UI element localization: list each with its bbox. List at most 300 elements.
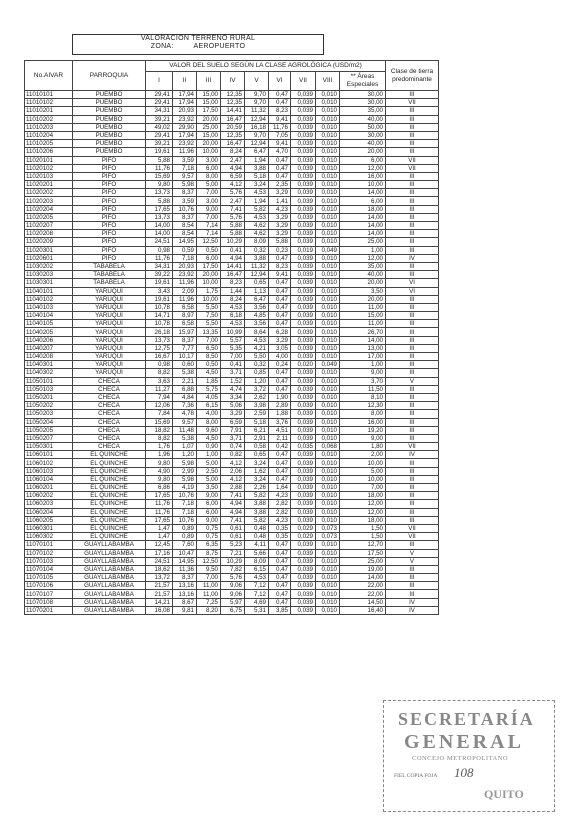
- value-cell: 3,72: [245, 385, 269, 393]
- parroquia-cell: PIFO: [73, 205, 146, 213]
- value-cell: 3,71: [221, 369, 245, 377]
- clase-cell: III: [386, 353, 439, 361]
- value-cell: 7,00: [221, 353, 245, 361]
- value-cell: 2,50: [197, 467, 221, 475]
- value-cell: 1,80: [340, 443, 386, 451]
- stamp-foja-number: 108: [454, 765, 474, 780]
- value-cell: 11,00: [197, 590, 221, 598]
- value-cell: 3,59: [173, 197, 197, 205]
- table-row: [25, 295, 439, 303]
- value-cell: 24,51: [146, 557, 173, 565]
- value-cell: 0,039: [291, 369, 316, 377]
- aivar-cell: 11050203: [25, 410, 73, 418]
- value-cell: 0,039: [291, 148, 316, 156]
- parroquia-cell: CHECA: [73, 418, 146, 426]
- value-cell: 5,38: [173, 369, 197, 377]
- aivar-cell: 11040101: [25, 287, 73, 295]
- value-cell: 0,47: [269, 557, 291, 565]
- clase-cell: VII: [386, 524, 439, 532]
- value-cell: 0,010: [316, 598, 340, 606]
- value-cell: 5,38: [173, 434, 197, 442]
- value-cell: 0,010: [316, 328, 340, 336]
- value-cell: 11,32: [245, 107, 269, 115]
- value-cell: 1,50: [340, 533, 386, 541]
- value-cell: 30,00: [340, 91, 386, 99]
- value-cell: 0,029: [291, 533, 316, 541]
- value-cell: 0,039: [291, 418, 316, 426]
- value-cell: 19,61: [146, 148, 173, 156]
- value-cell: 1,20: [245, 377, 269, 385]
- value-cell: 8,20: [197, 606, 221, 614]
- value-cell: 0,039: [291, 549, 316, 557]
- aivar-cell: 11010206: [25, 148, 73, 156]
- parroquia-cell: PUEMBO: [73, 140, 146, 148]
- parroquia-cell: GUAYLLABAMBA: [73, 565, 146, 573]
- parroquia-cell: CHECA: [73, 410, 146, 418]
- value-cell: 35,00: [340, 262, 386, 270]
- parroquia-cell: GUAYLLABAMBA: [73, 582, 146, 590]
- value-cell: 0,039: [291, 181, 316, 189]
- value-cell: 0,010: [316, 254, 340, 262]
- aivar-cell: 11010205: [25, 140, 73, 148]
- value-cell: 6,75: [221, 606, 245, 614]
- aivar-cell: 11070103: [25, 557, 73, 565]
- aivar-cell: 11060205: [25, 516, 73, 524]
- zone-value: AEROPUERTO: [193, 43, 246, 50]
- value-cell: 3,00: [197, 156, 221, 164]
- value-cell: 2,09: [173, 287, 197, 295]
- parroquia-cell: EL QUINCHE: [73, 500, 146, 508]
- value-cell: 2,00: [340, 451, 386, 459]
- value-cell: 0,75: [197, 524, 221, 532]
- value-cell: 4,23: [269, 492, 291, 500]
- value-cell: 5,00: [340, 467, 386, 475]
- value-cell: 5,00: [197, 181, 221, 189]
- value-cell: 8,23: [221, 279, 245, 287]
- value-cell: 7,82: [221, 565, 245, 573]
- table-row: [25, 402, 439, 410]
- value-cell: 6,00: [197, 500, 221, 508]
- value-cell: 0,010: [316, 238, 340, 246]
- value-cell: 6,58: [173, 303, 197, 311]
- value-cell: 34,31: [146, 262, 173, 270]
- parroquia-cell: EL QUINCHE: [73, 533, 146, 541]
- document-title: VALORACION TERRENO RURAL: [140, 35, 256, 42]
- parroquia-cell: CHECA: [73, 426, 146, 434]
- value-cell: 12,00: [340, 500, 386, 508]
- value-cell: 4,11: [245, 541, 269, 549]
- aivar-cell: 11060302: [25, 533, 73, 541]
- value-cell: 0,47: [269, 451, 291, 459]
- value-cell: 26,18: [146, 328, 173, 336]
- parroquia-cell: PUEMBO: [73, 107, 146, 115]
- value-cell: 8,82: [146, 369, 173, 377]
- parroquia-cell: PIFO: [73, 189, 146, 197]
- table-row: [25, 197, 439, 205]
- value-cell: 13,35: [197, 328, 221, 336]
- value-cell: 17,00: [340, 353, 386, 361]
- parroquia-cell: GUAYLLABAMBA: [73, 606, 146, 614]
- value-cell: 35,00: [340, 107, 386, 115]
- value-cell: 0,50: [197, 246, 221, 254]
- value-cell: 19,20: [340, 426, 386, 434]
- value-cell: 0,039: [291, 156, 316, 164]
- value-cell: 3,76: [269, 418, 291, 426]
- table-row: [25, 541, 439, 549]
- value-cell: 1,00: [340, 246, 386, 254]
- value-cell: 1,00: [197, 451, 221, 459]
- table-row: [25, 475, 439, 483]
- value-cell: 0,010: [316, 279, 340, 287]
- value-cell: 4,21: [245, 344, 269, 352]
- value-cell: 29,41: [146, 99, 173, 107]
- value-cell: 0,65: [245, 279, 269, 287]
- parroquia-cell: YARUQUI: [73, 369, 146, 377]
- table-row: [25, 303, 439, 311]
- aivar-cell: 11030203: [25, 271, 73, 279]
- parroquia-cell: EL QUINCHE: [73, 451, 146, 459]
- clase-cell: III: [386, 426, 439, 434]
- value-cell: 14,95: [173, 557, 197, 565]
- parroquia-cell: EL QUINCHE: [73, 508, 146, 516]
- value-cell: 11,76: [146, 164, 173, 172]
- value-cell: 0,010: [316, 557, 340, 565]
- table-row: [25, 459, 439, 467]
- value-cell: 0,47: [269, 156, 291, 164]
- value-cell: 0,039: [291, 410, 316, 418]
- value-cell: 0,039: [291, 312, 316, 320]
- value-cell: 4,51: [269, 426, 291, 434]
- value-cell: 7,12: [245, 590, 269, 598]
- zone-line: [73, 43, 323, 51]
- value-cell: 10,76: [173, 516, 197, 524]
- aivar-cell: 11070107: [25, 590, 73, 598]
- value-cell: 0,010: [316, 320, 340, 328]
- value-cell: 7,41: [221, 205, 245, 213]
- value-cell: 17,65: [146, 205, 173, 213]
- value-cell: 4,53: [221, 320, 245, 328]
- value-cell: 0,010: [316, 541, 340, 549]
- table-row: [25, 262, 439, 270]
- value-cell: 0,010: [316, 336, 340, 344]
- table-row: [25, 328, 439, 336]
- value-cell: 1,13: [245, 287, 269, 295]
- value-cell: 6,59: [221, 418, 245, 426]
- value-cell: 13,73: [146, 336, 173, 344]
- value-cell: 20,00: [340, 148, 386, 156]
- value-cell: 5,66: [245, 549, 269, 557]
- value-cell: 7,00: [197, 336, 221, 344]
- value-cell: 19,00: [340, 565, 386, 573]
- value-cell: 4,90: [146, 467, 173, 475]
- value-cell: 5,76: [221, 574, 245, 582]
- header-clase: Clase de tierra predominante: [386, 61, 439, 91]
- value-cell: 34,31: [146, 107, 173, 115]
- value-cell: 0,039: [291, 271, 316, 279]
- clase-cell: III: [386, 107, 439, 115]
- value-cell: 0,010: [316, 271, 340, 279]
- value-cell: 4,12: [221, 475, 245, 483]
- value-cell: 0,039: [291, 377, 316, 385]
- value-cell: 7,94: [146, 393, 173, 401]
- aivar-cell: 11020601: [25, 254, 73, 262]
- value-cell: 0,32: [245, 361, 269, 369]
- value-cell: 10,78: [146, 303, 173, 311]
- value-cell: 5,57: [221, 336, 245, 344]
- clase-cell: III: [386, 418, 439, 426]
- clase-cell: VI: [386, 287, 439, 295]
- value-cell: 4,05: [197, 393, 221, 401]
- parroquia-cell: PUEMBO: [73, 115, 146, 123]
- secretaria-stamp: [383, 700, 555, 812]
- value-cell: 0,89: [173, 524, 197, 532]
- header-aivar: No.AIVAR: [25, 61, 73, 91]
- value-cell: 0,010: [316, 303, 340, 311]
- stamp-city: QUITO: [484, 787, 524, 801]
- value-cell: 0,039: [291, 541, 316, 549]
- value-cell: 0,35: [269, 533, 291, 541]
- value-cell: 0,039: [291, 574, 316, 582]
- aivar-cell: 11040206: [25, 336, 73, 344]
- table-row: [25, 279, 439, 287]
- value-cell: 5,88: [221, 230, 245, 238]
- value-cell: 1,94: [245, 197, 269, 205]
- clase-cell: III: [386, 410, 439, 418]
- aivar-cell: 11070108: [25, 598, 73, 606]
- value-cell: 0,010: [316, 148, 340, 156]
- value-cell: 0,010: [316, 213, 340, 221]
- value-cell: 1,75: [197, 287, 221, 295]
- clase-cell: IV: [386, 451, 439, 459]
- value-cell: 2,88: [221, 484, 245, 492]
- value-cell: 0,010: [316, 181, 340, 189]
- value-cell: 10,00: [340, 459, 386, 467]
- value-cell: 0,039: [291, 164, 316, 172]
- value-cell: 7,18: [173, 500, 197, 508]
- value-cell: 1,90: [269, 393, 291, 401]
- value-cell: 0,039: [291, 213, 316, 221]
- aivar-cell: 11040105: [25, 320, 73, 328]
- value-cell: 4,50: [197, 369, 221, 377]
- clase-cell: VII: [386, 156, 439, 164]
- value-cell: 15,97: [173, 328, 197, 336]
- aivar-cell: 11010102: [25, 99, 73, 107]
- value-cell: 0,039: [291, 508, 316, 516]
- value-cell: 0,068: [316, 443, 340, 451]
- value-cell: 9,00: [197, 205, 221, 213]
- value-cell: 5,98: [173, 459, 197, 467]
- clase-cell: III: [386, 213, 439, 221]
- clase-cell: IV: [386, 598, 439, 606]
- value-cell: 4,85: [245, 312, 269, 320]
- aivar-cell: 11030202: [25, 262, 73, 270]
- value-cell: 3,29: [269, 230, 291, 238]
- parroquia-cell: TABABELA: [73, 279, 146, 287]
- value-cell: 0,47: [269, 467, 291, 475]
- value-cell: 0,039: [291, 99, 316, 107]
- value-cell: 20,59: [221, 123, 245, 131]
- table-row: [25, 181, 439, 189]
- value-cell: 4,69: [245, 598, 269, 606]
- value-cell: 20,00: [197, 140, 221, 148]
- value-cell: 17,65: [146, 516, 173, 524]
- value-cell: 5,35: [221, 344, 245, 352]
- value-cell: 14,95: [173, 238, 197, 246]
- value-cell: 0,039: [291, 451, 316, 459]
- value-cell: 8,24: [221, 148, 245, 156]
- value-cell: 2,82: [269, 508, 291, 516]
- value-cell: 8,23: [269, 107, 291, 115]
- value-cell: 10,76: [173, 492, 197, 500]
- parroquia-cell: PIFO: [73, 230, 146, 238]
- value-cell: 9,70: [245, 131, 269, 139]
- header-value-group: VALOR DEL SUELO SEGÚN LA CLASE AGROLÓGICA (USD/m2): [146, 61, 386, 72]
- aivar-cell: 11050205: [25, 426, 73, 434]
- value-cell: 9,06: [221, 582, 245, 590]
- value-cell: 12,94: [245, 271, 269, 279]
- table-row: [25, 451, 439, 459]
- value-cell: 9,41: [269, 271, 291, 279]
- clase-cell: III: [386, 492, 439, 500]
- value-cell: 0,47: [269, 287, 291, 295]
- value-cell: 11,50: [340, 385, 386, 393]
- value-cell: 0,010: [316, 205, 340, 213]
- value-cell: 9,41: [269, 115, 291, 123]
- header-class-6: VI: [269, 72, 291, 91]
- aivar-cell: 11040302: [25, 369, 73, 377]
- table-row: [25, 320, 439, 328]
- clase-cell: V: [386, 377, 439, 385]
- value-cell: 49,02: [146, 123, 173, 131]
- value-cell: 0,010: [316, 500, 340, 508]
- value-cell: 3,56: [245, 303, 269, 311]
- value-cell: 22,00: [340, 590, 386, 598]
- aivar-cell: 11050101: [25, 377, 73, 385]
- table-row: [25, 99, 439, 107]
- clase-cell: III: [386, 484, 439, 492]
- parroquia-cell: GUAYLLABAMBA: [73, 541, 146, 549]
- value-cell: 3,88: [245, 500, 269, 508]
- value-cell: 1,96: [146, 451, 173, 459]
- value-cell: 1,00: [340, 361, 386, 369]
- parroquia-cell: PIFO: [73, 238, 146, 246]
- value-cell: 7,00: [340, 484, 386, 492]
- value-cell: 7,36: [173, 402, 197, 410]
- clase-cell: III: [386, 434, 439, 442]
- value-cell: 5,97: [221, 598, 245, 606]
- table-row: [25, 271, 439, 279]
- value-cell: 0,039: [291, 189, 316, 197]
- value-cell: 6,35: [197, 541, 221, 549]
- value-cell: 14,71: [146, 312, 173, 320]
- value-cell: 13,00: [340, 344, 386, 352]
- parroquia-cell: PUEMBO: [73, 91, 146, 99]
- aivar-cell: 11020301: [25, 246, 73, 254]
- value-cell: 7,05: [269, 131, 291, 139]
- value-cell: 5,88: [146, 156, 173, 164]
- value-cell: 5,31: [245, 606, 269, 614]
- aivar-cell: 11050103: [25, 385, 73, 393]
- value-cell: 8,50: [197, 353, 221, 361]
- clase-cell: III: [386, 181, 439, 189]
- value-cell: 0,89: [173, 533, 197, 541]
- value-cell: 12,00: [340, 508, 386, 516]
- value-cell: 0,039: [291, 140, 316, 148]
- value-cell: 12,50: [197, 557, 221, 565]
- aivar-cell: 11060204: [25, 508, 73, 516]
- value-cell: 6,58: [173, 320, 197, 328]
- table-row: [25, 246, 439, 254]
- value-cell: 4,94: [221, 508, 245, 516]
- value-cell: 2,62: [245, 393, 269, 401]
- value-cell: 7,18: [173, 508, 197, 516]
- value-cell: 3,88: [245, 164, 269, 172]
- value-cell: 5,88: [221, 222, 245, 230]
- value-cell: 0,59: [173, 246, 197, 254]
- parroquia-cell: YARUQUI: [73, 328, 146, 336]
- clase-cell: III: [386, 271, 439, 279]
- table-row: [25, 344, 439, 352]
- value-cell: 6,59: [221, 172, 245, 180]
- value-cell: 12,30: [340, 402, 386, 410]
- value-cell: 0,41: [221, 361, 245, 369]
- value-cell: 14,41: [221, 107, 245, 115]
- parroquia-cell: GUAYLLABAMBA: [73, 590, 146, 598]
- clase-cell: III: [386, 222, 439, 230]
- table-row: [25, 418, 439, 426]
- value-cell: 2,06: [221, 467, 245, 475]
- value-cell: 0,039: [291, 516, 316, 524]
- value-cell: 0,47: [269, 91, 291, 99]
- aivar-cell: 11040104: [25, 312, 73, 320]
- value-cell: 0,039: [291, 238, 316, 246]
- value-cell: 4,53: [245, 213, 269, 221]
- value-cell: 3,24: [245, 181, 269, 189]
- value-cell: 0,010: [316, 434, 340, 442]
- value-cell: 0,010: [316, 369, 340, 377]
- value-cell: 11,76: [146, 500, 173, 508]
- aivar-cell: 11010201: [25, 107, 73, 115]
- value-cell: 8,09: [245, 557, 269, 565]
- value-cell: 0,010: [316, 312, 340, 320]
- value-cell: 17,50: [197, 107, 221, 115]
- value-cell: 10,00: [340, 181, 386, 189]
- value-cell: 10,99: [221, 328, 245, 336]
- value-cell: 5,82: [245, 205, 269, 213]
- value-cell: 16,40: [340, 606, 386, 614]
- table-row: [25, 393, 439, 401]
- value-cell: 8,37: [173, 213, 197, 221]
- value-cell: 11,76: [146, 254, 173, 262]
- clase-cell: III: [386, 262, 439, 270]
- zone-label: ZONA:: [150, 43, 174, 50]
- value-cell: 8,23: [269, 262, 291, 270]
- value-cell: 0,010: [316, 156, 340, 164]
- value-cell: 0,010: [316, 230, 340, 238]
- value-cell: 0,039: [291, 467, 316, 475]
- table-row: [25, 533, 439, 541]
- value-cell: 0,049: [316, 246, 340, 254]
- table-row: [25, 557, 439, 565]
- value-cell: 17,16: [146, 549, 173, 557]
- value-cell: 8,00: [197, 172, 221, 180]
- value-cell: 5,06: [221, 402, 245, 410]
- clase-cell: III: [386, 131, 439, 139]
- aivar-cell: 11040102: [25, 295, 73, 303]
- value-cell: 10,78: [146, 320, 173, 328]
- value-cell: 15,69: [146, 418, 173, 426]
- value-cell: 0,75: [197, 533, 221, 541]
